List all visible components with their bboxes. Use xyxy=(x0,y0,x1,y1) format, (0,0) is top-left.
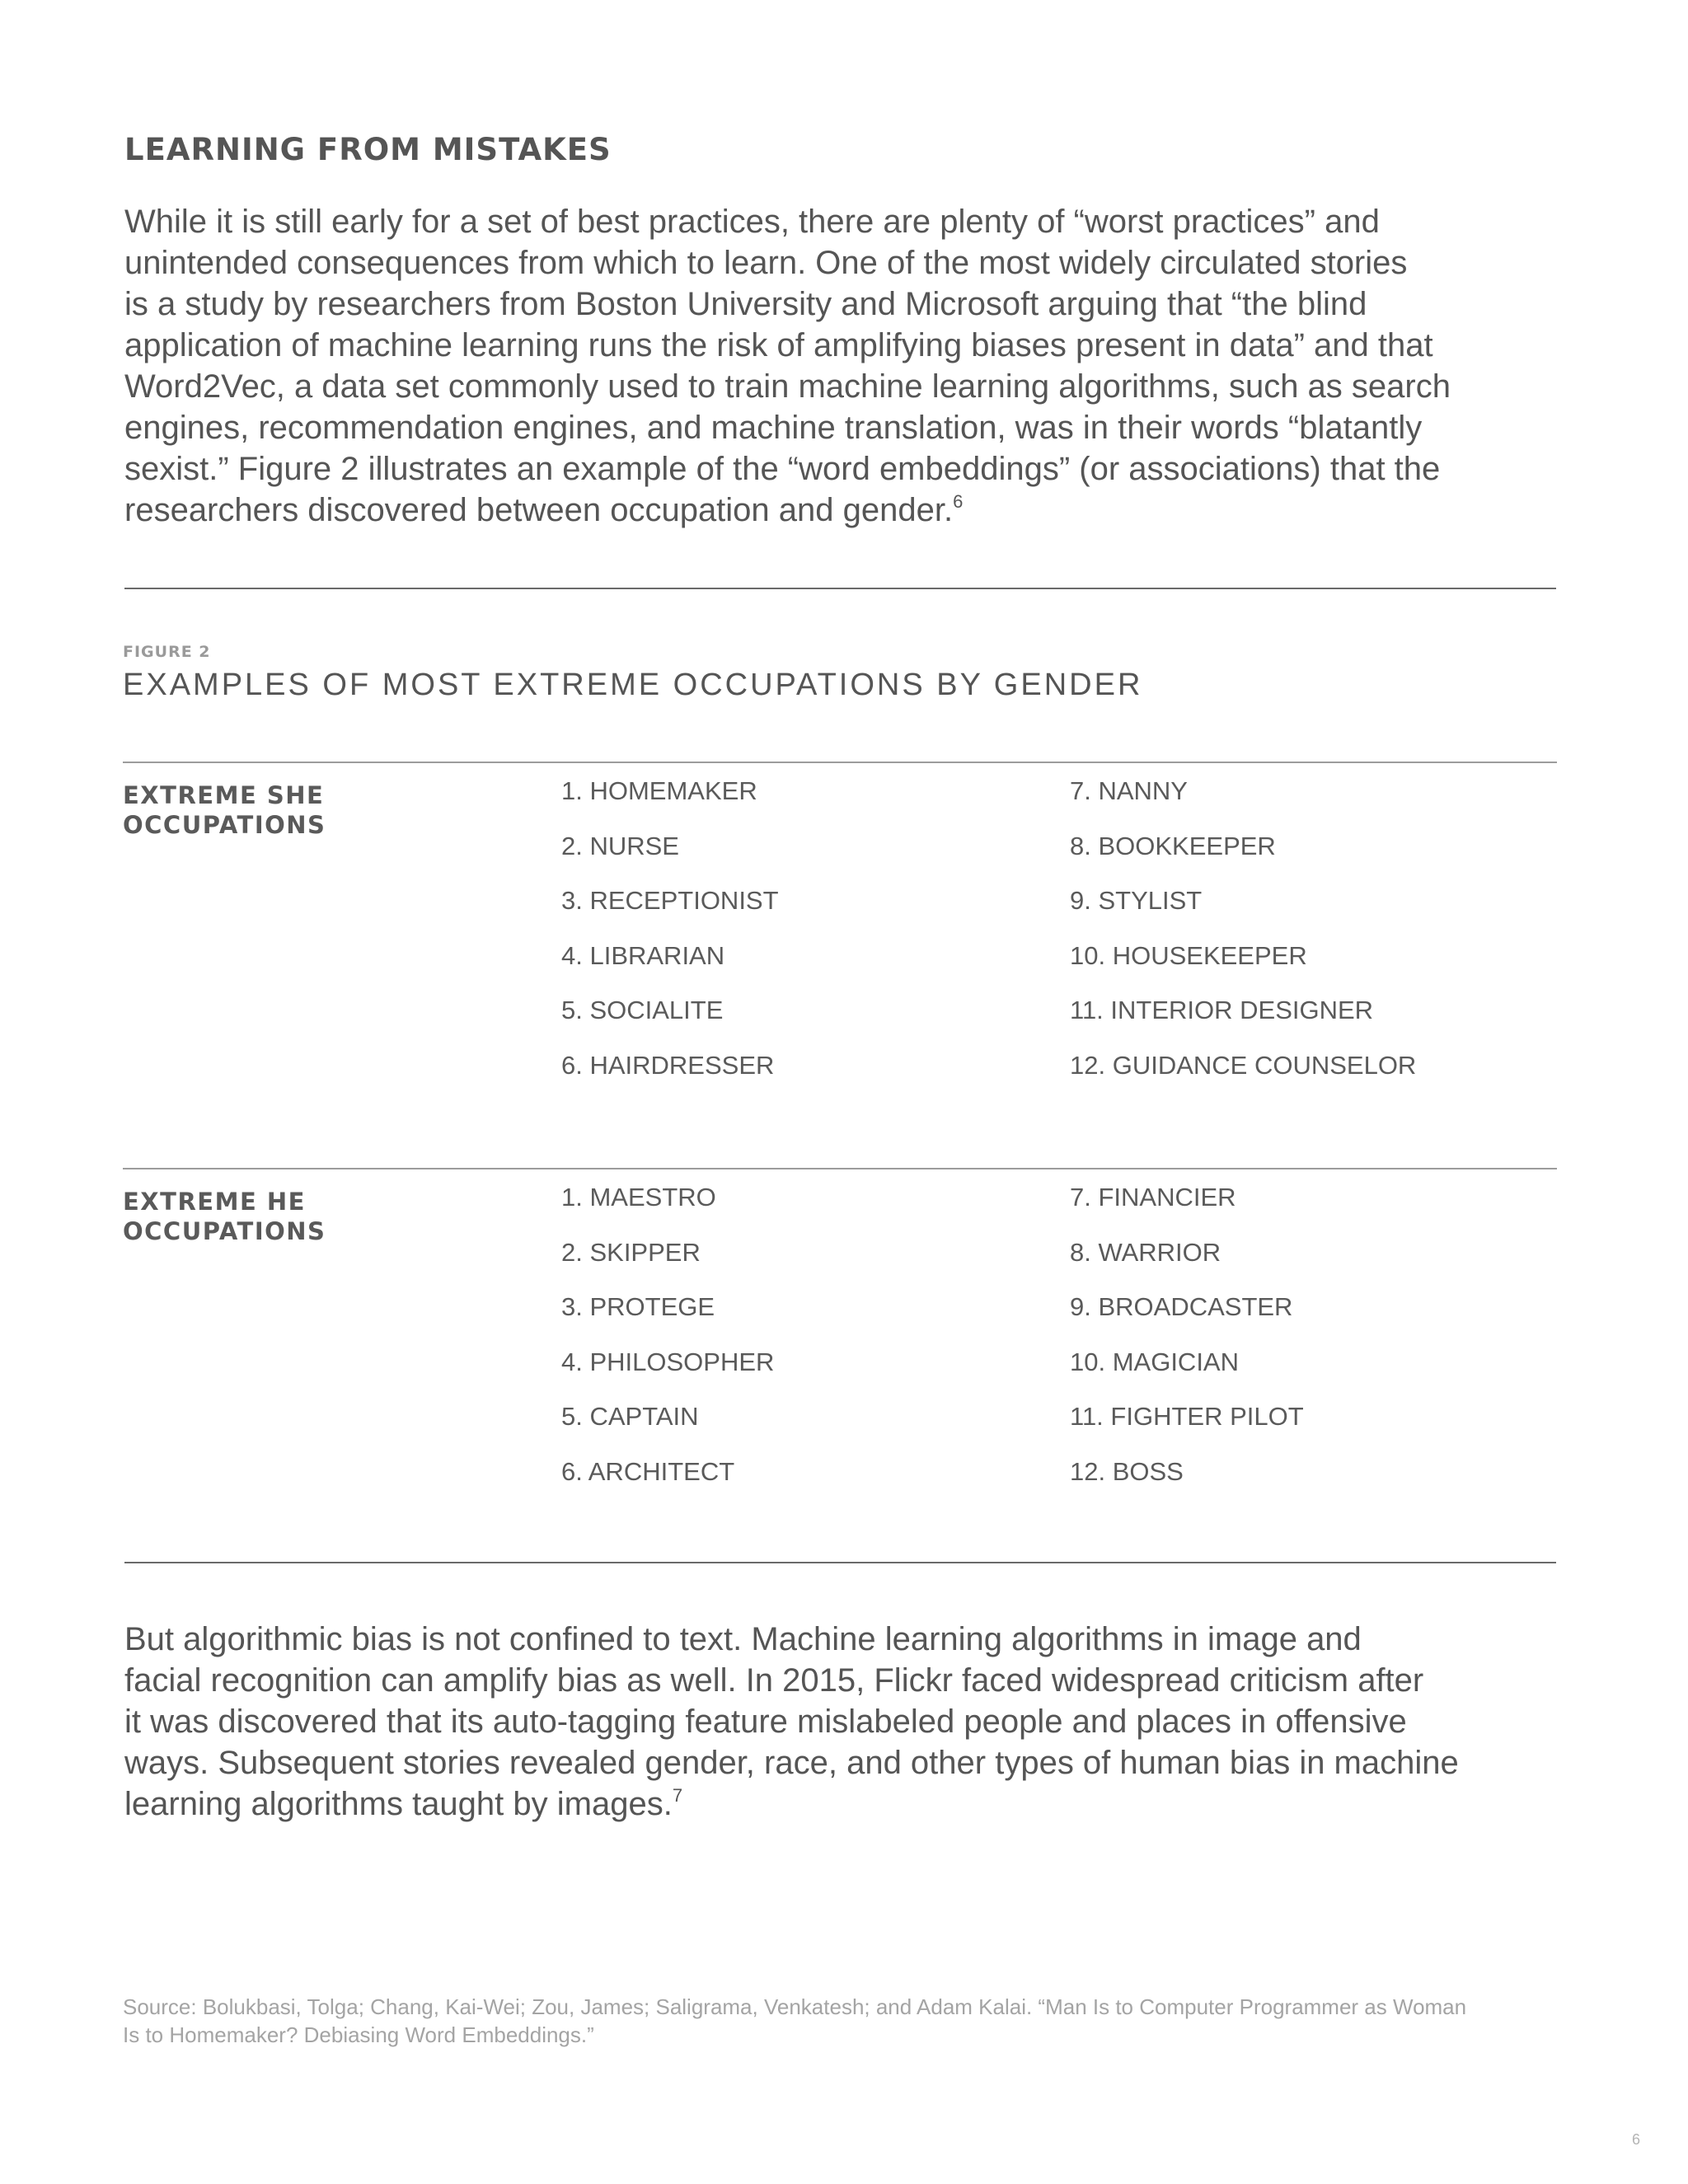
footnote-marker: 6 xyxy=(953,491,964,512)
occupation-item: 9. BROADCASTER xyxy=(1070,1292,1293,1321)
occupation-item: 10. MAGICIAN xyxy=(1070,1347,1239,1376)
paragraph-line: While it is still early for a set of best practices, there are plenty of “worst practices” and xyxy=(124,204,1380,240)
occupation-item: 3. PROTEGE xyxy=(561,1292,715,1321)
group-divider xyxy=(123,762,1557,763)
he-occupations-column-2 xyxy=(1070,1183,1304,1511)
occupation-item: 7. FINANCIER xyxy=(1070,1183,1236,1212)
occupation-item: 2. NURSE xyxy=(561,831,679,860)
figure-label: FIGURE 2 xyxy=(123,643,211,661)
he-group-label xyxy=(123,1187,326,1246)
occupation-item: 4. PHILOSOPHER xyxy=(561,1347,775,1376)
group-divider xyxy=(123,1168,1557,1169)
occupation-item: 9. STYLIST xyxy=(1070,886,1203,915)
group-label-line: EXTREME HE xyxy=(123,1188,306,1216)
paragraph-line: unintended consequences from which to learn. One of the most widely circulated stories xyxy=(124,245,1408,281)
paragraph-line: application of machine learning runs the risk of amplifying biases present in data” and that xyxy=(124,327,1433,363)
occupation-item: 12. GUIDANCE COUNSELOR xyxy=(1070,1050,1417,1080)
paragraph-line: ways. Subsequent stories revealed gender, race, and other types of human bias in machine xyxy=(124,1745,1459,1781)
footnote-marker: 7 xyxy=(672,1785,683,1806)
intro-paragraph xyxy=(124,201,1559,531)
paragraph-line: facial recognition can amplify bias as well. In 2015, Flickr faced widespread criticism after xyxy=(124,1662,1424,1699)
occupation-item: 2. SKIPPER xyxy=(561,1237,701,1267)
outro-paragraph xyxy=(124,1619,1559,1825)
occupation-item: 11. FIGHTER PILOT xyxy=(1070,1402,1304,1431)
he-occupations-column-1 xyxy=(561,1183,774,1511)
paragraph-line: is a study by researchers from Boston University and Microsoft arguing that “the blind xyxy=(124,286,1367,322)
paragraph-line-text: learning algorithms taught by images. xyxy=(124,1786,673,1822)
paragraph-line: it was discovered that its auto-tagging feature mislabeled people and places in offensive xyxy=(124,1704,1407,1740)
section-heading: LEARNING FROM MISTAKES xyxy=(124,132,612,167)
occupation-item: 8. BOOKKEEPER xyxy=(1070,831,1276,860)
paragraph-line: sexist.” Figure 2 illustrates an example of the “word embeddings” (or associations) that the xyxy=(124,451,1441,487)
page-number: 6 xyxy=(1631,2131,1640,2148)
occupation-item: 3. RECEPTIONIST xyxy=(561,886,779,915)
occupation-item: 1. MAESTRO xyxy=(561,1183,716,1212)
figure-top-rule xyxy=(124,588,1556,589)
source-line: Source: Bolukbasi, Tolga; Chang, Kai-Wei; Zou, James; Saligrama, Venkatesh; and Adam Kalai. “Man Is to Computer Programmer as Woman xyxy=(123,1994,1467,2019)
occupation-item: 6. HAIRDRESSER xyxy=(561,1050,775,1080)
figure-bottom-rule xyxy=(124,1562,1556,1563)
paragraph-line: engines, recommendation engines, and machine translation, was in their words “blatantly xyxy=(124,410,1423,446)
source-line: Is to Homemaker? Debiasing Word Embeddings.” xyxy=(123,2022,594,2047)
paragraph-line xyxy=(124,1783,1559,1825)
occupation-item: 4. LIBRARIAN xyxy=(561,940,725,970)
occupation-item: 7. NANNY xyxy=(1070,776,1188,805)
she-occupations-column-1 xyxy=(561,776,779,1105)
figure-title: EXAMPLES OF MOST EXTREME OCCUPATIONS BY GENDER xyxy=(123,668,1143,702)
occupation-item: 5. SOCIALITE xyxy=(561,996,724,1024)
occupation-item: 12. BOSS xyxy=(1070,1456,1184,1486)
group-label-line: EXTREME SHE xyxy=(123,781,325,809)
paragraph-line: But algorithmic bias is not confined to text. Machine learning algorithms in image and xyxy=(124,1621,1362,1657)
paragraph-line-text: researchers discovered between occupation and gender. xyxy=(124,492,954,528)
source-note xyxy=(123,1993,1466,2049)
occupation-item: 5. CAPTAIN xyxy=(561,1402,699,1431)
she-group-label xyxy=(123,780,326,840)
occupation-item: 6. ARCHITECT xyxy=(561,1456,735,1486)
occupation-item: 11. INTERIOR DESIGNER xyxy=(1070,996,1374,1024)
group-label-line: OCCUPATIONS xyxy=(123,811,326,839)
group-label-line: OCCUPATIONS xyxy=(123,1217,326,1245)
paragraph-line: Word2Vec, a data set commonly used to train machine learning algorithms, such as search xyxy=(124,368,1451,405)
she-occupations-column-2 xyxy=(1070,776,1416,1105)
occupation-item: 1. HOMEMAKER xyxy=(561,776,757,805)
occupation-item: 8. WARRIOR xyxy=(1070,1237,1221,1267)
paragraph-line xyxy=(124,490,1559,531)
occupation-item: 10. HOUSEKEEPER xyxy=(1070,940,1307,970)
